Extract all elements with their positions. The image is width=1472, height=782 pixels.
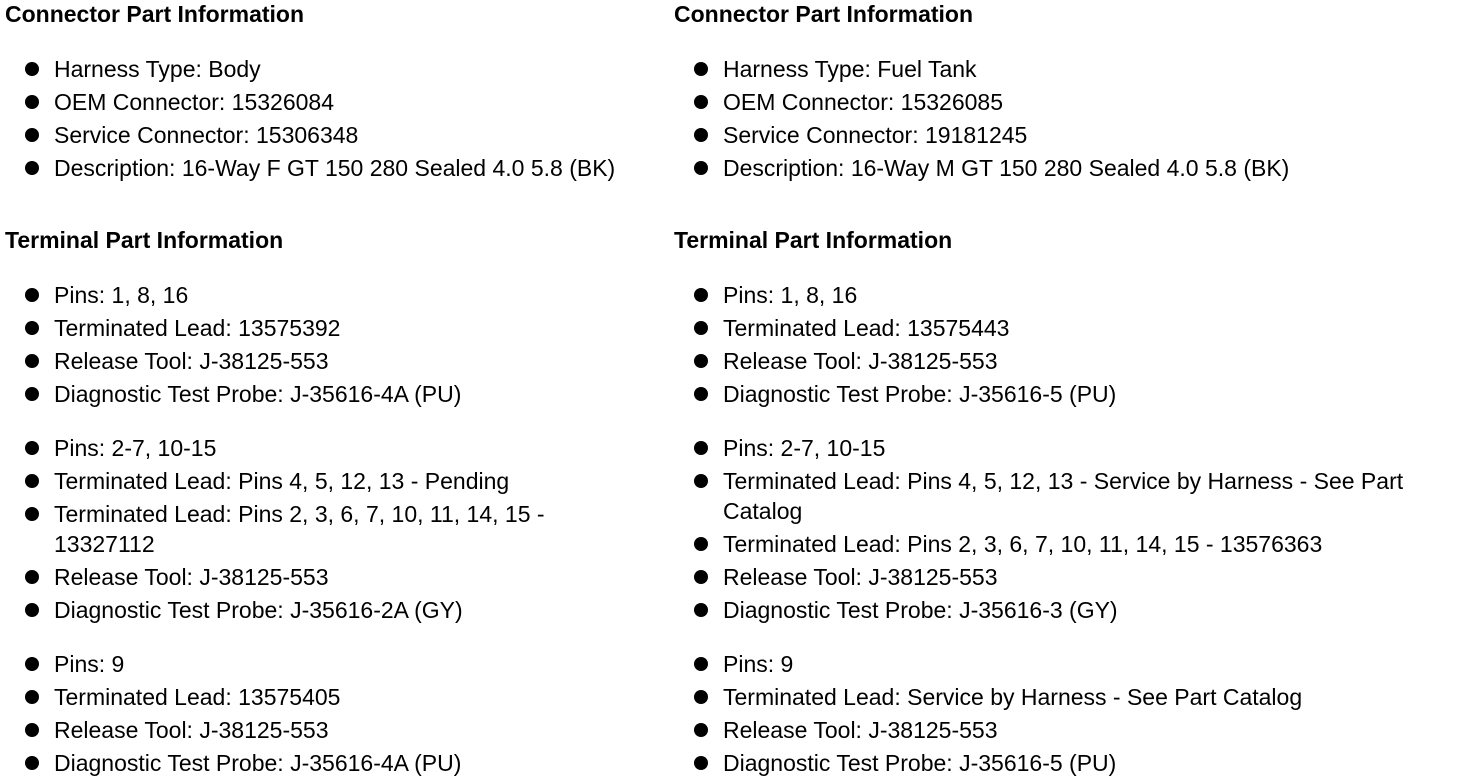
list-item: Release Tool: J-38125-553 [5,715,635,745]
terminal-group-list [674,280,1469,412]
list-item: Pins: 1, 8, 16 [674,280,1469,310]
list-item: Release Tool: J-38125-553 [674,562,1469,592]
list-item: OEM Connector: 15326084 [5,87,635,117]
list-item: Description: 16-Way F GT 150 280 Sealed 4.0 5.8 (BK) [5,153,635,183]
list-item: Pins: 9 [5,649,635,679]
list-item: Terminated Lead: 13575405 [5,682,635,712]
list-item: Pins: 9 [674,649,1469,679]
list-item: Diagnostic Test Probe: J-35616-5 (PU) [674,748,1469,778]
list-item: Release Tool: J-38125-553 [5,562,635,592]
list-item: Release Tool: J-38125-553 [674,715,1469,745]
terminal-part-info-heading: Terminal Part Information [674,227,953,253]
terminal-group-list [5,433,635,628]
list-item: Description: 16-Way M GT 150 280 Sealed 4.0 5.8 (BK) [674,153,1469,183]
connector-part-info-heading: Connector Part Information [5,1,305,27]
terminal-group-list [5,280,635,412]
terminal-group-list [674,433,1469,628]
list-item: Service Connector: 15306348 [5,120,635,150]
connector-part-list [674,54,1469,186]
list-item: Release Tool: J-38125-553 [674,346,1469,376]
list-item: OEM Connector: 15326085 [674,87,1469,117]
terminal-group-list [5,649,635,781]
list-item: Terminated Lead: Pins 4, 5, 12, 13 - Service by Harness - See Part Catalog [674,466,1469,526]
list-item: Service Connector: 19181245 [674,120,1469,150]
list-item: Pins: 1, 8, 16 [5,280,635,310]
list-item: Terminated Lead: Pins 2, 3, 6, 7, 10, 11, 14, 15 - 13327112 [5,499,635,559]
list-item: Pins: 2-7, 10-15 [5,433,635,463]
list-item: Terminated Lead: Service by Harness - See Part Catalog [674,682,1469,712]
list-item: Harness Type: Fuel Tank [674,54,1469,84]
connector-part-list [5,54,635,186]
terminal-part-info-heading: Terminal Part Information [5,227,284,253]
list-item: Diagnostic Test Probe: J-35616-2A (GY) [5,595,635,625]
list-item: Pins: 2-7, 10-15 [674,433,1469,463]
list-item: Release Tool: J-38125-553 [5,346,635,376]
list-item: Terminated Lead: Pins 2, 3, 6, 7, 10, 11, 14, 15 - 13576363 [674,529,1469,559]
list-item: Harness Type: Body [5,54,635,84]
list-item: Terminated Lead: 13575443 [674,313,1469,343]
list-item: Diagnostic Test Probe: J-35616-5 (PU) [674,379,1469,409]
terminal-group-list [674,649,1469,781]
list-item: Diagnostic Test Probe: J-35616-4A (PU) [5,748,635,778]
list-item: Diagnostic Test Probe: J-35616-3 (GY) [674,595,1469,625]
connector-part-info-heading: Connector Part Information [674,1,974,27]
list-item: Terminated Lead: Pins 4, 5, 12, 13 - Pending [5,466,635,496]
list-item: Diagnostic Test Probe: J-35616-4A (PU) [5,379,635,409]
list-item: Terminated Lead: 13575392 [5,313,635,343]
